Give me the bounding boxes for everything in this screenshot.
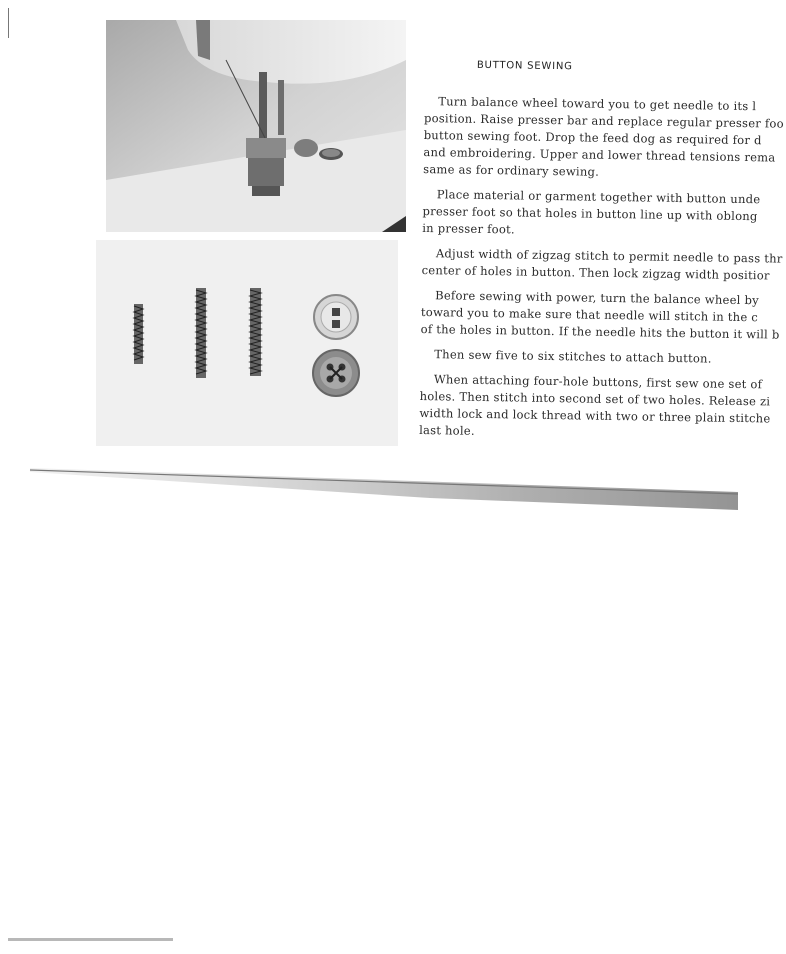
text-line: When attaching four-hole buttons, first sew one set of	[433, 372, 763, 392]
instructions-column	[419, 56, 784, 452]
margin-mark	[8, 8, 9, 38]
button-two-hole	[314, 295, 358, 339]
text-line: last hole.	[419, 422, 475, 438]
text-line: Place material or garment together with button unde	[436, 187, 761, 207]
instruction-paragraph	[423, 93, 784, 183]
text-line: button sewing foot. Drop the feed dog as required for d	[423, 127, 762, 148]
text-line: holes. Then stitch into second set of two holes. Release zi	[419, 388, 771, 409]
stitch-samples-photo	[96, 240, 398, 446]
text-line: Adjust width of zigzag stitch to permit needle to pass thr	[435, 246, 783, 266]
instruction-paragraph	[421, 245, 783, 284]
scan-edge-mark	[8, 938, 173, 941]
text-line: and embroidering. Upper and lower thread tensions rema	[423, 144, 776, 165]
text-line: Turn balance wheel toward you to get needle to its l	[438, 94, 757, 114]
instruction-paragraph	[419, 371, 771, 444]
button-four-hole	[313, 350, 359, 396]
instruction-paragraph	[420, 287, 780, 343]
text-line: center of holes in button. Then lock zigzag width positior	[421, 262, 770, 283]
stitch-sample	[134, 304, 143, 364]
text-line: of the holes in button. If the needle hits the button it will b	[420, 321, 780, 342]
text-line: same as for ordinary sewing.	[423, 161, 600, 179]
text-line: position. Raise presser bar and replace regular presser foo	[423, 110, 784, 131]
presser-foot-photo	[106, 20, 406, 232]
text-line: width lock and lock thread with two or three plain stitche	[419, 405, 771, 426]
page-heading: BUTTON SEWING	[476, 59, 573, 73]
text-line: presser foot so that holes in button line up with oblong	[422, 203, 758, 224]
stitch-sample	[250, 288, 261, 376]
stitch-sample	[196, 288, 206, 378]
text-line: in presser foot.	[422, 220, 515, 237]
instruction-paragraph	[422, 186, 761, 242]
page-fold-shadow	[30, 460, 738, 520]
text-line: Then sew five to six stitches to attach button.	[434, 347, 712, 366]
text-line: toward you to make sure that needle will stitch in the c	[420, 304, 759, 325]
instruction-paragraph	[420, 346, 726, 368]
text-line: Before sewing with power, turn the balance wheel by	[435, 288, 759, 308]
